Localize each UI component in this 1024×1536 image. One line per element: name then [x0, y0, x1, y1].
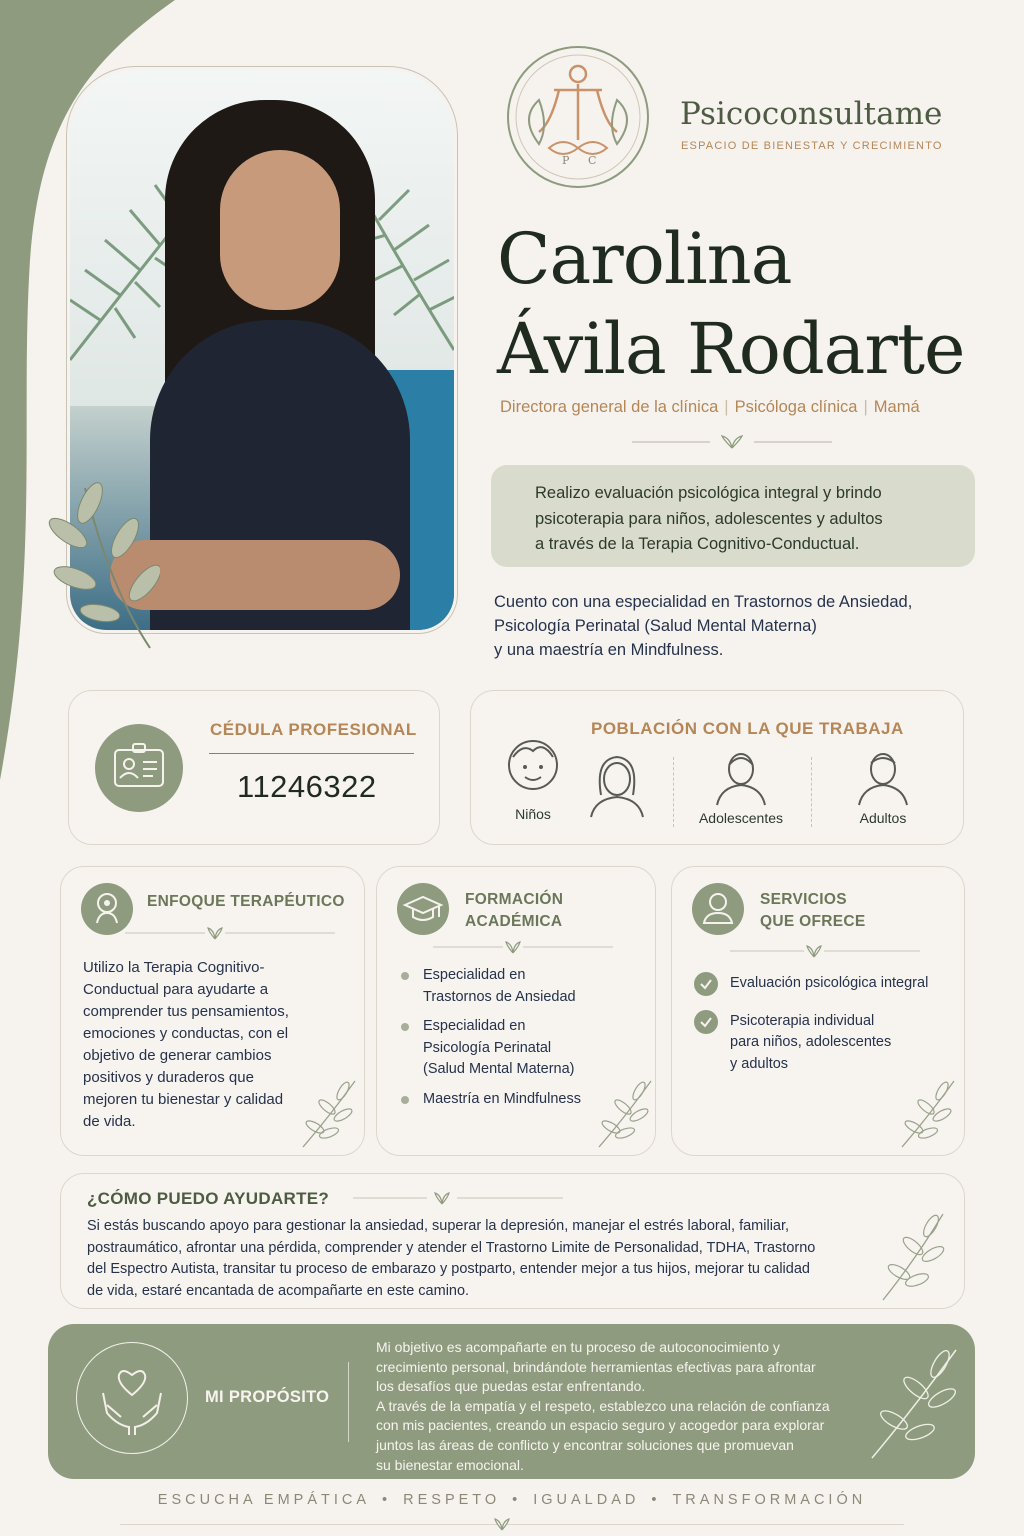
- svg-text:P: P: [562, 154, 570, 167]
- formacion-title: FORMACIÓN ACADÉMICA: [465, 891, 564, 930]
- leaf-sprig-icon: [30, 478, 160, 653]
- values-footer: ESCUCHA EMPÁTICA • RESPETO • IGUALDAD • TRANSFORMACIÓN: [157, 1492, 867, 1508]
- role-item: Directora general de la clínica: [500, 398, 719, 416]
- specialty-text: Cuento con una especialidad en Trastornos de Ansiedad, Psicología Perinatal (Salud Mental Materna) y una maestría en Mindfulness.: [494, 593, 913, 659]
- brand-tagline: ESPACIO DE BIENESTAR Y CRECIMIENTO: [681, 140, 943, 152]
- cedula-card: [68, 690, 440, 845]
- ayuda-body: Si estás buscando apoyo para gestionar la ansiedad, superar la depresión, manejar el estrés laboral, familiar, postraumático, afrontar una pérdida, comprender y atender el Trastorno Limite de Personalidad, TDHA, Trastorno del Espectro Autista, transitar tu proceso de embarazo y postparto, entender mejor a tus hijos, mejorar tu calidad de vida, estaré encantada de acompañarte en este camino.: [87, 1218, 816, 1299]
- servicios-card: [671, 866, 965, 1156]
- name-line-last: Ávila Rodarte: [497, 308, 965, 390]
- servicios-list: [694, 973, 928, 1091]
- teen-icon: [709, 749, 773, 807]
- cedula-number: 11246322: [237, 769, 377, 804]
- leaf-divider-icon: [125, 925, 335, 941]
- list-item: Especialidad en Psicología Perinatal (Salud Mental Materna): [399, 1016, 581, 1081]
- role-item: Psicóloga clínica: [734, 398, 858, 416]
- leaf-sprig-icon: [879, 1210, 949, 1302]
- role-item: Mamá: [873, 398, 920, 416]
- adult-icon: [851, 749, 915, 807]
- enfoque-card: [60, 866, 365, 1156]
- list-item: Psicoterapia individual para niños, adolescentes y adultos: [694, 1011, 928, 1076]
- leaf-divider-icon: [433, 939, 613, 955]
- leaf-divider-icon: [353, 1190, 563, 1206]
- value-item: ESCUCHA EMPÁTICA: [157, 1492, 371, 1508]
- leaf-sprig-icon: [866, 1344, 962, 1462]
- list-item: Evaluación psicológica integral: [694, 973, 928, 995]
- leaf-ornament-icon: [492, 1516, 512, 1532]
- ayuda-title: ¿CÓMO PUEDO AYUDARTE?: [87, 1189, 330, 1208]
- meditation-logo-icon: [509, 48, 647, 186]
- leaf-divider-icon: [730, 943, 920, 959]
- proposito-banner: [48, 1324, 975, 1479]
- graduation-cap-icon: [397, 883, 449, 935]
- brand-name: Psicoconsultame: [680, 96, 943, 132]
- value-item: TRANSFORMACIÓN: [672, 1492, 867, 1508]
- id-card-icon: [95, 724, 183, 812]
- poblacion-title: POBLACIÓN CON LA QUE TRABAJA: [591, 719, 904, 738]
- profile-roles: Directora general de la clínica | Psicóloga clínica | Mamá: [500, 398, 920, 416]
- leaf-sprig-icon: [595, 1077, 655, 1149]
- enfoque-body: Utilizo la Terapia Cognitivo- Conductual para ayudarte a comprender tus pensamientos, emociones y conductas, con el objetivo de generar cambios positivos y duraderos que mejoren tu bienestar y calidad de vida.: [83, 959, 289, 1130]
- ayuda-card: [60, 1173, 965, 1309]
- formacion-list: [399, 965, 581, 1118]
- group-adultos: [841, 749, 925, 826]
- intro-summary: Realizo evaluación psicológica integral y brindo psicoterapia para niños, adolescentes y adultos a través de la Terapia Cognitivo-Conductual.: [491, 465, 975, 567]
- leaf-sprig-icon: [299, 1077, 359, 1149]
- group-label: Adultos: [859, 810, 907, 826]
- proposito-body: Mi objetivo es acompañarte en tu proceso de autoconocimiento y crecimiento personal, brindándote herramientas efectivas para afrontar los desafíos que puedas estar enfrentando. A través de la empatía y el respeto, establezco una relación de confianza con mis pacientes, creando un espacio seguro y acogedor para explorar juntos las áreas de conflicto y encontrar soluciones que promuevan su bienestar emocional.: [376, 1339, 830, 1473]
- name-line-first: Carolina: [497, 218, 792, 300]
- servicios-title: SERVICIOS QUE OFRECE: [760, 891, 866, 930]
- svg-text:C: C: [588, 154, 597, 167]
- value-item: IGUALDAD: [533, 1492, 640, 1508]
- proposito-title: MI PROPÓSITO: [205, 1388, 330, 1406]
- brand-logo: [507, 46, 649, 188]
- enfoque-title: ENFOQUE TERAPÉUTICO: [147, 893, 345, 910]
- formacion-card: [376, 866, 656, 1156]
- group-adolescentes: [683, 749, 799, 826]
- poblacion-card: [470, 690, 964, 845]
- leaf-divider-icon: [632, 432, 832, 452]
- check-icon: [694, 972, 718, 996]
- child-icon: [501, 733, 565, 803]
- list-item: Especialidad en Trastornos de Ansiedad: [399, 965, 581, 1008]
- group-label: Adolescentes: [698, 810, 784, 826]
- person-service-icon: [692, 883, 744, 935]
- group-label: Niños: [515, 806, 551, 822]
- woman-icon: [585, 749, 649, 819]
- leaf-sprig-icon: [898, 1077, 958, 1149]
- value-item: RESPETO: [403, 1492, 501, 1508]
- profile-name: [497, 214, 964, 394]
- check-icon: [694, 1010, 718, 1034]
- group-ninos: [501, 733, 565, 822]
- heart-hands-icon: [76, 1342, 188, 1454]
- cedula-title: CÉDULA PROFESIONAL: [210, 720, 417, 739]
- list-item: Maestría en Mindfulness: [399, 1089, 581, 1111]
